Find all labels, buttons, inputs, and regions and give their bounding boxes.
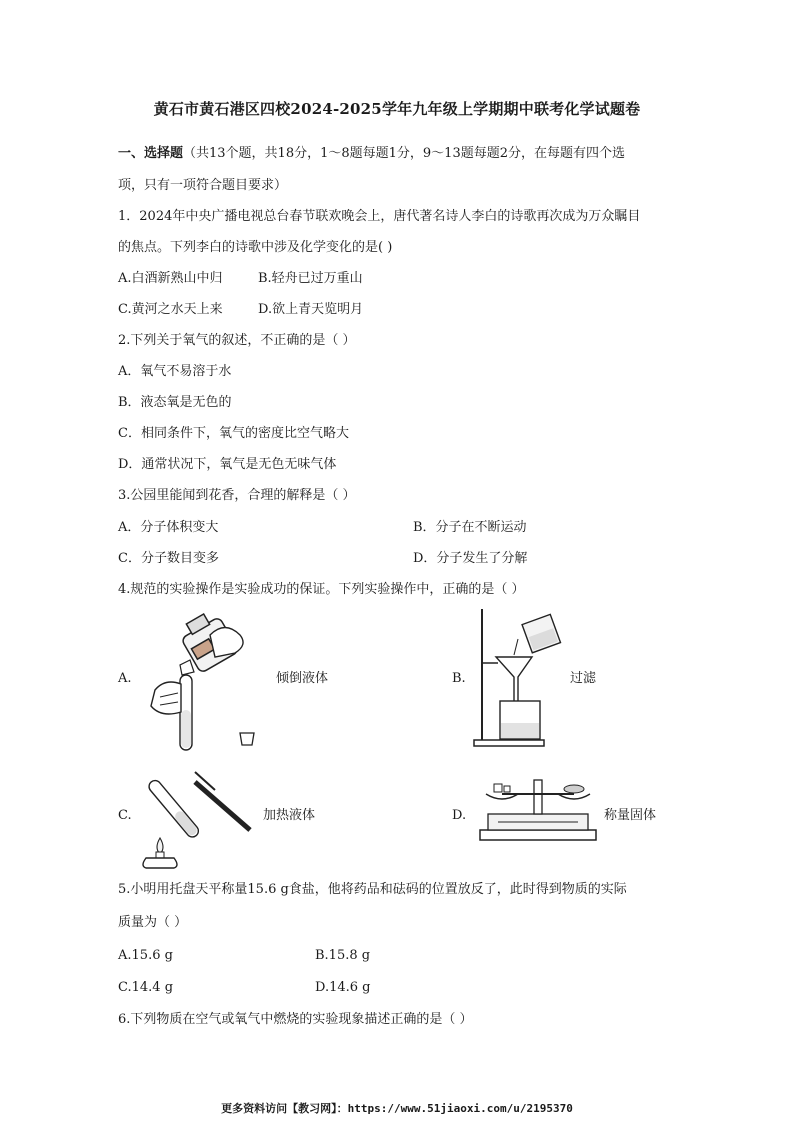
q1-option-a: A.白酒新熟山中归 — [118, 271, 223, 286]
q4-option-b-label: 过滤 — [570, 671, 597, 686]
q5-option-a: A.15.6 g — [118, 948, 173, 963]
q4-stem: 4.规范的实验操作是实验成功的保证。下列实验操作中，正确的是（ ） — [118, 582, 525, 597]
q4-option-a-letter: A. — [118, 671, 132, 686]
q3-option-d: D．分子发生了分解 — [413, 551, 528, 566]
q2-option-c: C．相同条件下，氧气的密度比空气略大 — [118, 426, 349, 441]
page-title: 黄石市黄石港区四校2024-2025学年九年级上学期期中联考化学试题卷 — [153, 100, 641, 118]
q3-option-b: B．分子在不断运动 — [413, 520, 527, 535]
q1-option-d: D.欲上青天览明月 — [258, 302, 364, 317]
q3-option-a: A．分子体积变大 — [118, 520, 219, 535]
q2-option-d: D．通常状况下，氧气是无色无味气体 — [118, 457, 337, 472]
q1-stem-line1: 1．2024年中央广播电视总台春节联欢晚会上，唐代著名诗人李白的诗歌再次成为万众瞩目 — [118, 209, 641, 224]
q2-option-a: A．氧气不易溶于水 — [118, 364, 232, 379]
q5-stem-line1: 5.小明用托盘天平称量15.6 g食盐，他将药品和砝码的位置放反了，此时得到物质的实际 — [118, 882, 627, 897]
section-description: （共13个题，共18分，1～8题每题1分，9～13题每题2分，在每题有四个选 — [183, 146, 625, 161]
pouring-liquid-figure — [140, 605, 260, 755]
filtration-figure — [470, 605, 570, 750]
q1-stem-line2: 的焦点。下列李白的诗歌中涉及化学变化的是( ) — [118, 240, 393, 255]
q2-option-b: B．液态氧是无色的 — [118, 395, 232, 410]
q6-stem: 6.下列物质在空气或氧气中燃烧的实验现象描述正确的是（ ） — [118, 1012, 473, 1027]
q2-stem: 2.下列关于氧气的叙述，不正确的是（ ） — [118, 333, 356, 348]
q3-option-c: C．分子数目变多 — [118, 551, 219, 566]
q4-option-d-label: 称量固体 — [604, 808, 657, 823]
q5-option-b: B.15.8 g — [315, 948, 371, 963]
q5-option-c: C.14.4 g — [118, 980, 174, 995]
heating-liquid-figure — [140, 760, 255, 870]
q5-option-d: D.14.6 g — [315, 980, 371, 995]
q4-option-c-label: 加热液体 — [263, 808, 316, 823]
section-description-line2: 项，只有一项符合题目要求） — [118, 178, 288, 193]
q3-stem: 3.公园里能闻到花香，合理的解释是（ ） — [118, 488, 356, 503]
footer-link[interactable]: 更多资料访问【教习网】：https://www.51jiaoxi.com/u/2195370 — [221, 1102, 573, 1115]
q4-option-a-label: 倾倒液体 — [276, 671, 329, 686]
q4-option-b-letter: B. — [452, 671, 466, 686]
section-heading: 一、选择题 — [118, 146, 184, 161]
q4-option-d-letter: D. — [452, 808, 467, 823]
weighing-solid-figure — [478, 772, 598, 844]
q4-option-c-letter: C. — [118, 808, 132, 823]
section-intro-line1 — [118, 144, 625, 164]
q5-stem-line2: 质量为（ ） — [118, 915, 188, 930]
q1-option-b: B.轻舟已过万重山 — [258, 271, 363, 286]
q1-option-c: C.黄河之水天上来 — [118, 302, 223, 317]
